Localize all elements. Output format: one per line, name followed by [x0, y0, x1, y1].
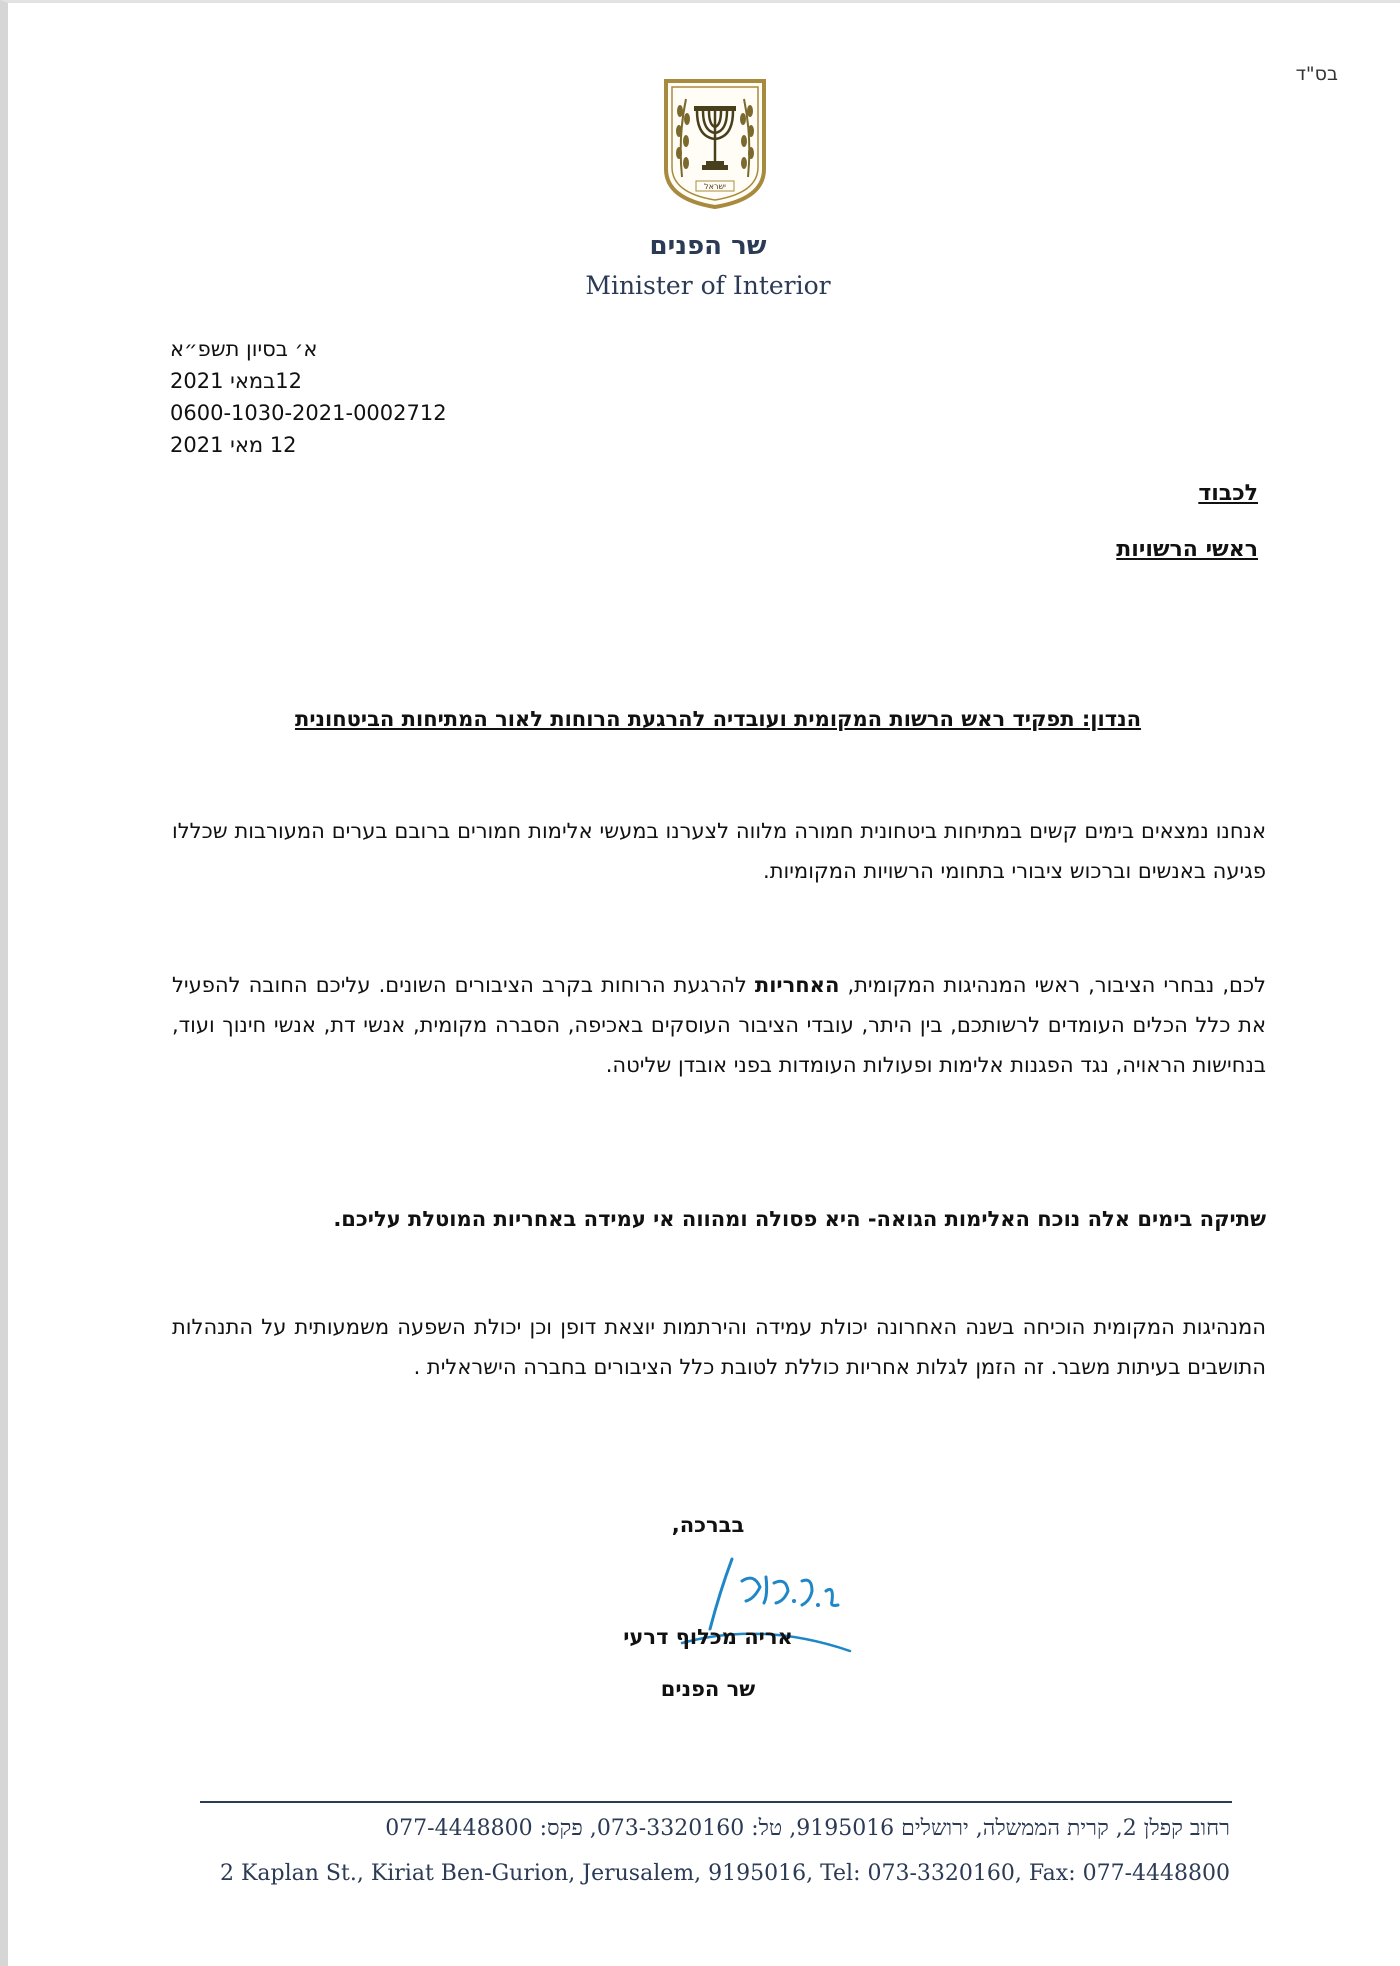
- gregorian-date-alt: 12 מאי 2021: [170, 433, 297, 457]
- letterhead-title-en: Minister of Interior: [585, 271, 831, 300]
- p2-text-end: להרגעת הרוחות בקרב הציבורים השונים. עליכם החובה להפעיל את כלל הכלים העומדים לרשותכם, בין היתר, עובדי הציבור העוסקים באכיפה, הסברה מקומית, אנשי דת, אנשי חינוך ועוד, בנחישות הראויה, נגד הפגנות אלימות ופעולות העומדות בפני אובדן שליטה.: [172, 973, 1266, 1077]
- body-paragraph-1: אנחנו נמצאים בימים קשים במתיחות ביטחונית חמורה מלווה לצערנו במעשי אלימות חמורים ברובם בערים המעורבות שכללו פגיעה באנשים וברכוש ציבורי בתחומי הרשויות המקומיות.: [172, 819, 1266, 883]
- body-paragraph-4: המנהיגות המקומית הוכיחה בשנה האחרונה יכולת עמידה והירתמות יוצאת דופן וכן יכולת השפעה משמעותית על התנהלות התושבים בעיתות משבר. זה הזמן לגלות אחריות כוללת לטובת כלל הציבורים בחברה הישראלית .: [172, 1315, 1266, 1379]
- p2-emphasis: האחריות: [754, 973, 840, 997]
- subject-line: הנדון: תפקיד ראש הרשות המקומית ועובדיה להרגעת הרוחות לאור המתיחות הביטחונית: [294, 707, 1142, 731]
- date-block: [170, 333, 530, 461]
- emblem-label: ישראל: [704, 182, 726, 191]
- hebrew-date: א׳ בסיון תשפ״א: [170, 337, 318, 361]
- footer-divider: [200, 1801, 1232, 1803]
- body-paragraph-3: שתיקה בימים אלה נוכח האלימות הגואה- היא פסולה ומהווה אי עמידה באחריות המוטלת עליכם.: [333, 1207, 1266, 1231]
- signatory-title: שר הפנים: [660, 1677, 756, 1701]
- besd-mark: בס"ד: [1295, 63, 1338, 85]
- addressee-to: לכבוד: [1198, 481, 1258, 506]
- body-paragraph-2: [172, 965, 1266, 1085]
- footer-address-he: רחוב קפלן 2, קרית הממשלה, ירושלים 9195016, טל: 073-3320160, פקס: 077-4448800: [385, 1816, 1230, 1841]
- state-emblem-icon: [660, 77, 770, 211]
- footer-address-en: 2 Kaplan St., Kiriat Ben-Gurion, Jerusalem, 9195016, Tel: 073-3320160, Fax: 077-4448800: [219, 1861, 1230, 1886]
- signatory-name: אריה מכלוף דרעי: [623, 1625, 793, 1649]
- gregorian-date: 12במאי 2021: [170, 369, 303, 393]
- closing-greeting: בברכה,: [671, 1513, 745, 1537]
- addressee-recipients: ראשי הרשויות: [1116, 537, 1258, 562]
- letterhead-title-he: שר הפנים: [649, 231, 767, 261]
- reference-number: 0600-1030-2021-0002712: [170, 401, 447, 425]
- p2-text-start: לכם, נבחרי הציבור, ראשי המנהיגות המקומית,: [839, 973, 1266, 997]
